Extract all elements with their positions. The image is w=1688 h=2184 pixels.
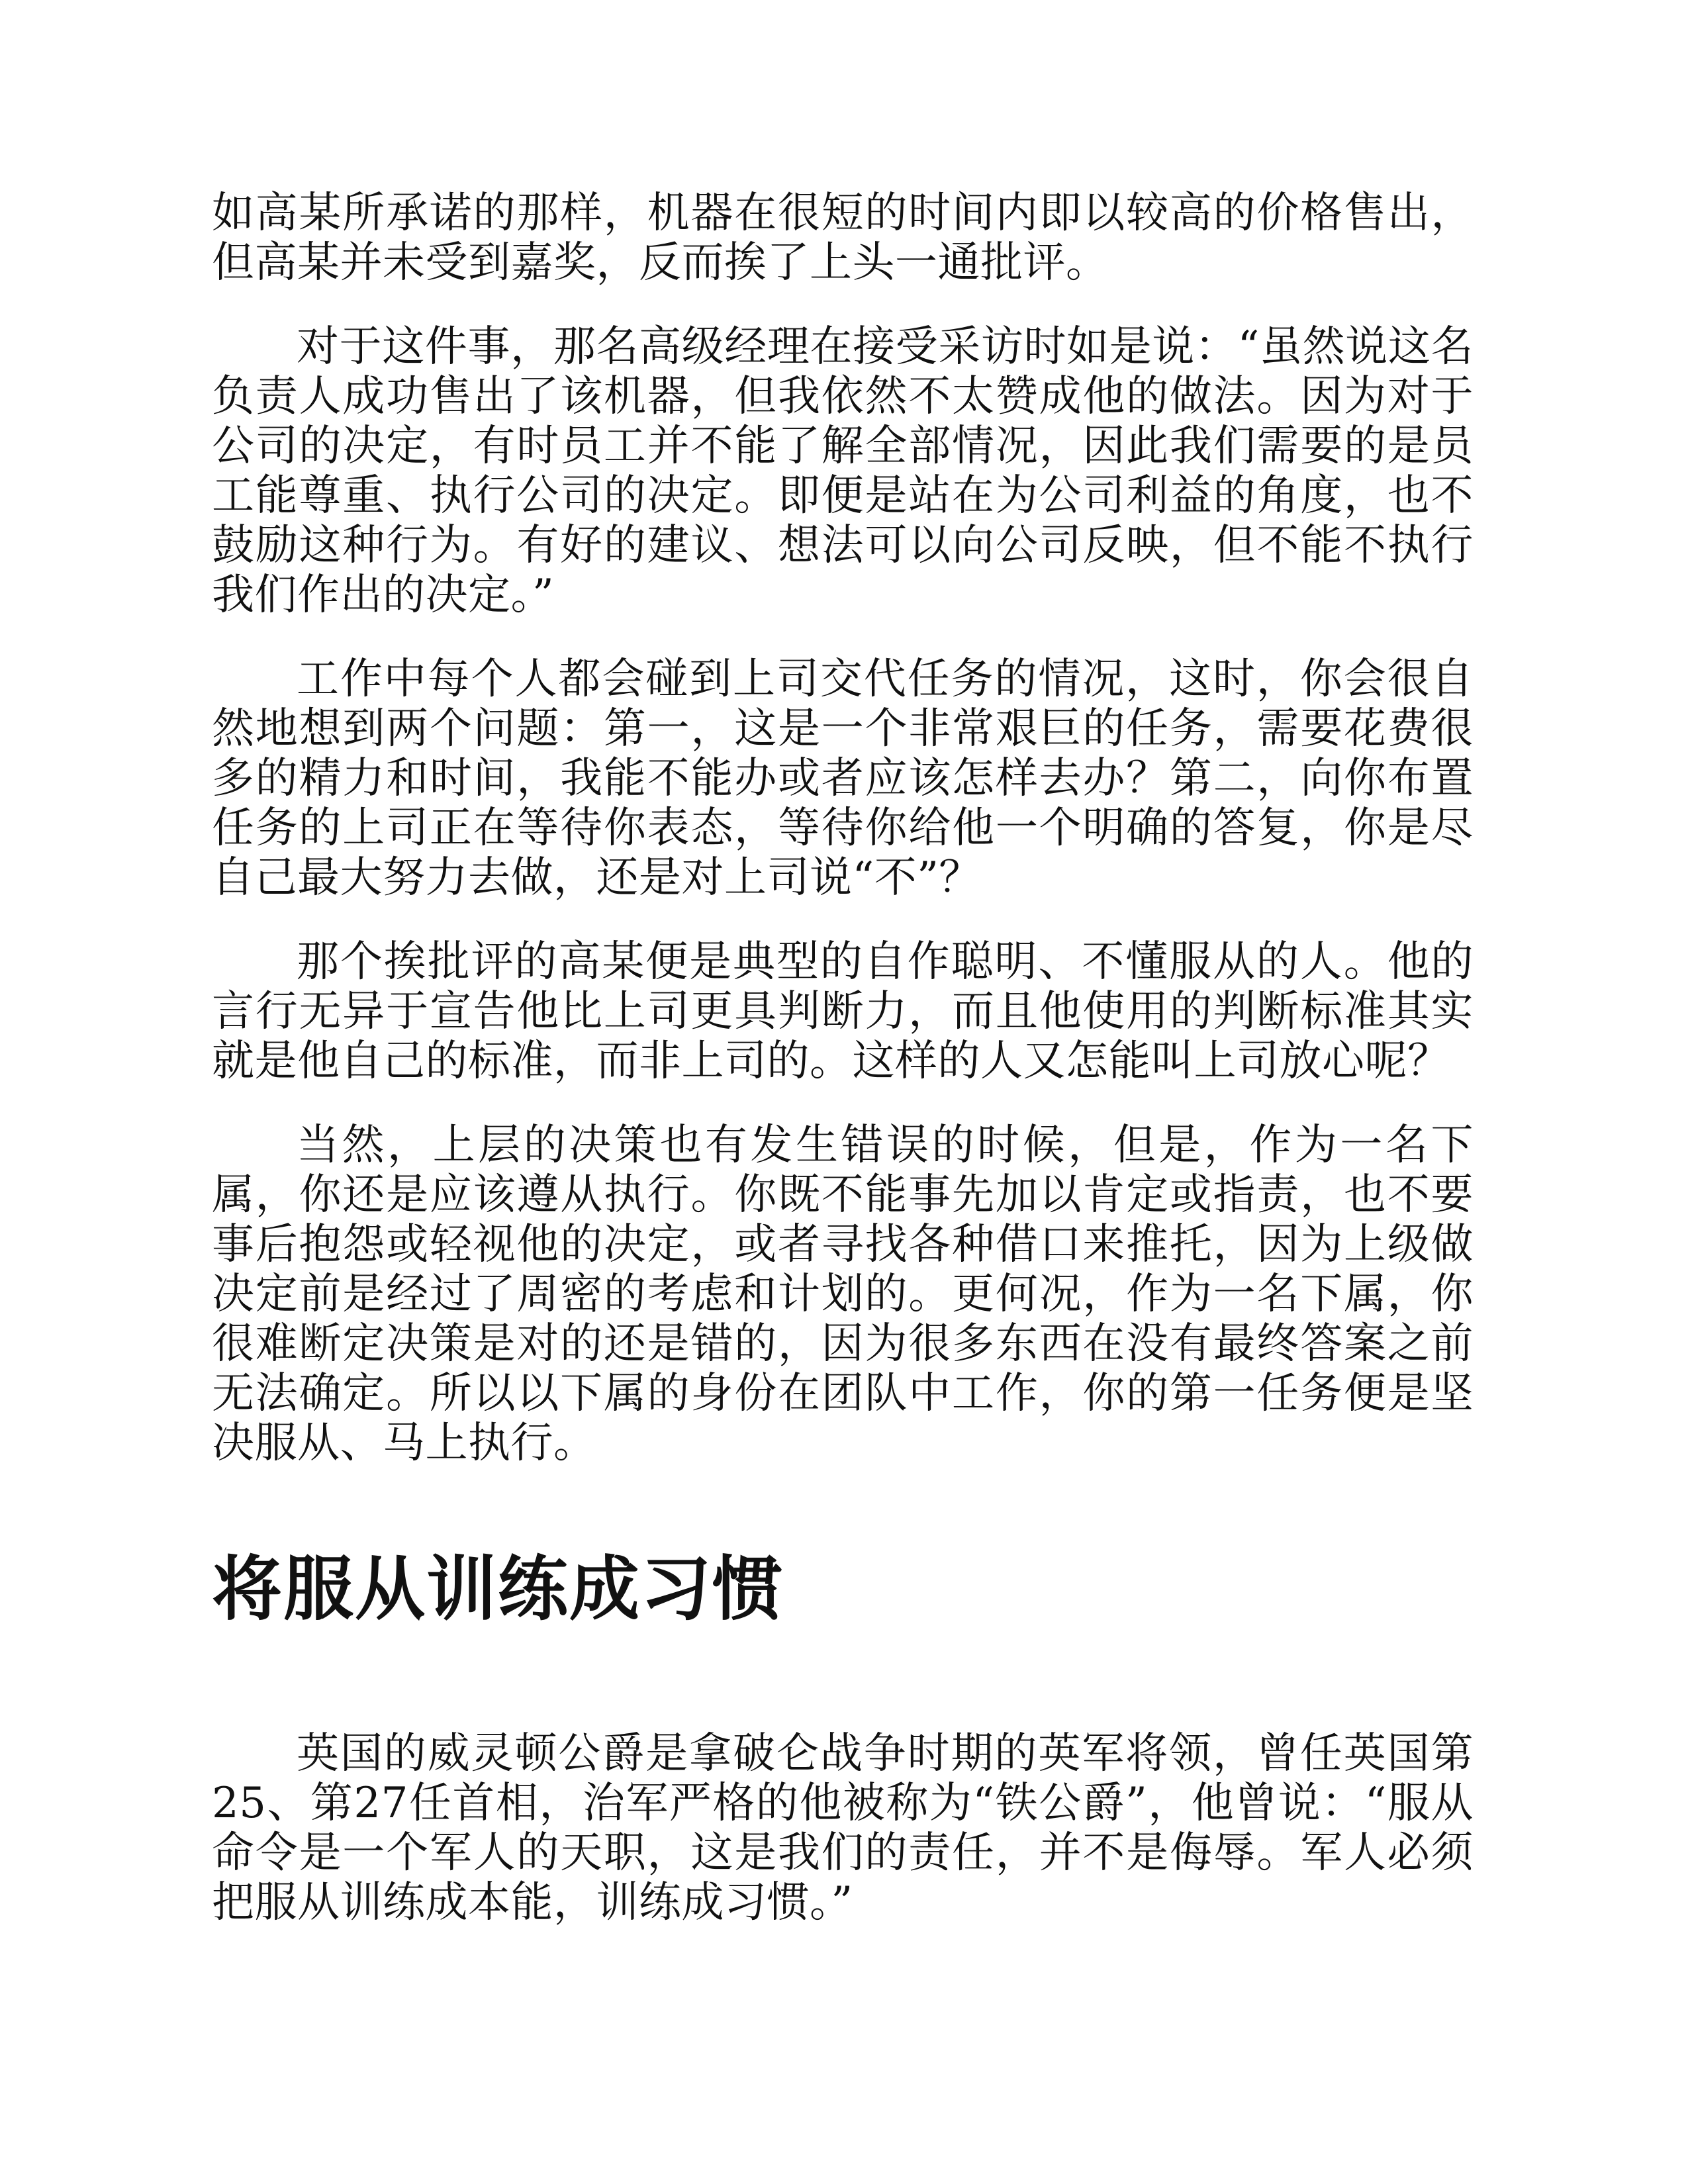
section-heading: 将服从训练成习惯 <box>212 1547 784 1630</box>
document-page <box>212 189 1474 1928</box>
paragraph-obey-decisions: 当然，上层的决策也有发生错误的时候，但是，作为一名下属，你还是应该遵从执行。你既不能事先加以肯定或指责，也不要事后抱怨或轻视他的决定，或者寻找各种借口来推托，因为上级做决定前是经过了周密的考虑和计划的。更何况，作为一名下属，你很难断定决策是对的还是错的，因为很多东西在没有最终答案之前无法确定。所以以下属的身份在团队中工作，你的第一任务便是坚决服从、马上执行。 <box>212 1121 1474 1468</box>
section-body <box>212 1729 1474 1928</box>
paragraph-gao-criticism: 那个挨批评的高某便是典型的自作聪明、不懂服从的人。他的言行无异于宣告他比上司更具判断力，而且他使用的判断标准其实就是他自己的标准，而非上司的。这样的人又怎能叫上司放心呢？ <box>212 937 1474 1086</box>
paragraph-manager-quote: 对于这件事，那名高级经理在接受采访时如是说：“虽然说这名负责人成功售出了该机器，但我依然不太赞成他的做法。因为对于公司的决定，有时员工并不能了解全部情况，因此我们需要的是员工能尊重、执行公司的决定。即便是站在为公司利益的角度，也不鼓励这种行为。有好的建议、想法可以向公司反映，但不能不执行我们作出的决定。” <box>212 322 1474 620</box>
paragraph-wellington: 英国的威灵顿公爵是拿破仑战争时期的英军将领，曾任英国第25、第27任首相，治军严格的他被称为“铁公爵”，他曾说：“服从命令是一个军人的天职，这是我们的责任，并不是侮辱。军人必须把服从训练成本能，训练成习惯。” <box>212 1729 1474 1927</box>
paragraph-continuation: 如高某所承诺的那样，机器在很短的时间内即以较高的价格售出，但高某并未受到嘉奖，反而挨了上头一通批评。 <box>212 189 1474 287</box>
paragraph-task-questions: 工作中每个人都会碰到上司交代任务的情况，这时，你会很自然地想到两个问题：第一，这是一个非常艰巨的任务，需要花费很多的精力和时间，我能不能办或者应该怎样去办？第二，向你布置任务的上司正在等待你表态，等待你给他一个明确的答复，你是尽自己最大努力去做，还是对上司说“不”？ <box>212 655 1474 902</box>
